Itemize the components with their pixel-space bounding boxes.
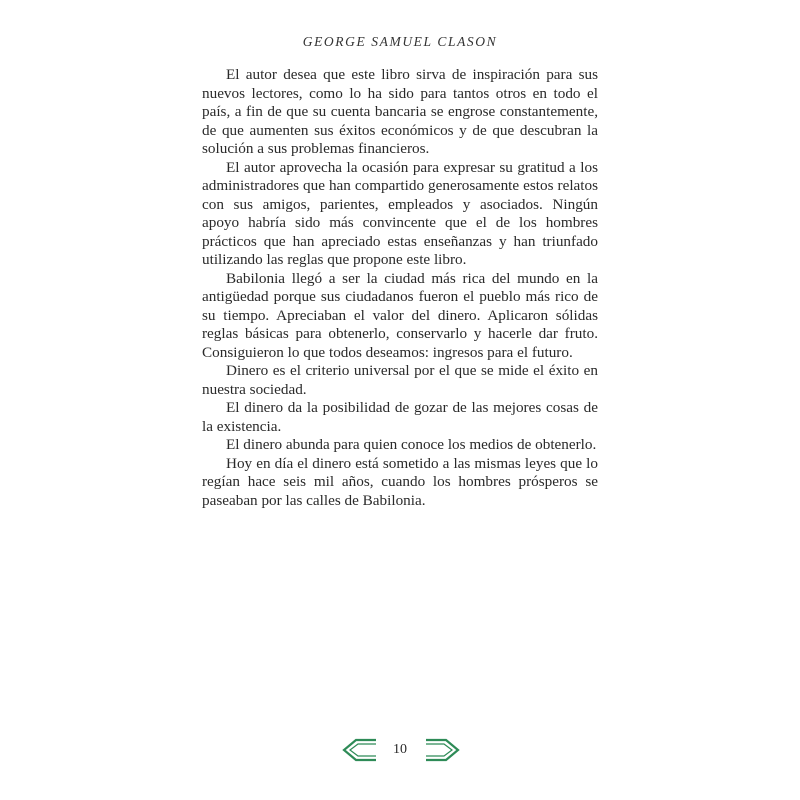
paragraph: El dinero abunda para quien conoce los medios de obtenerlo. [226,436,597,453]
paragraph: El dinero da la posibilidad de gozar de las mejores cosas de la existencia. [202,399,598,435]
paragraph: Babilonia llegó a ser la ciudad más rica del mundo en la antigüedad porque sus ciudadanos fueron el pueblo más rico de su tiempo. Apreciaban el valor del dinero. Aplicaron sólidas reglas básicas para obtenerlo, conservarlo y hacerle dar fruto. Consiguieron lo que todos deseamos: ingresos para el futuro. [202,269,598,361]
paragraph: El autor aprovecha la ocasión para expresar su gratitud a los administradores que han compartido generosamente estos relatos con sus amigos, parientes, empleados y asociados. Ningún apoyo habría sido más convincente que el de los hombres prácticos que han apreciado estas enseñanzas y han triunfado utilizando las reglas que propone este libro. [202,158,598,268]
left-bracket-ornament-icon [340,736,378,764]
page-footer [0,736,800,766]
right-bracket-ornament-icon [424,736,462,764]
paragraph: Dinero es el criterio universal por el que se mide el éxito en nuestra sociedad. [202,362,598,398]
paragraph: Hoy en día el dinero está sometido a las mismas leyes que lo regían hace seis mil años, cuando los hombres prósperos se paseaban por las calles de Babilonia. [202,454,598,509]
page-number: 10 [393,742,407,757]
paragraph: El autor desea que este libro sirva de inspiración para sus nuevos lectores, como lo ha sido para tantos otros en todo el país, a fin de que su cuenta bancaria se engrose constantemente, de que aumenten sus éxitos económicos y de que descubran la solución a sus problemas financieros. [202,66,598,157]
body-text [202,66,598,510]
running-header: GEORGE SAMUEL CLASON [302,34,498,49]
